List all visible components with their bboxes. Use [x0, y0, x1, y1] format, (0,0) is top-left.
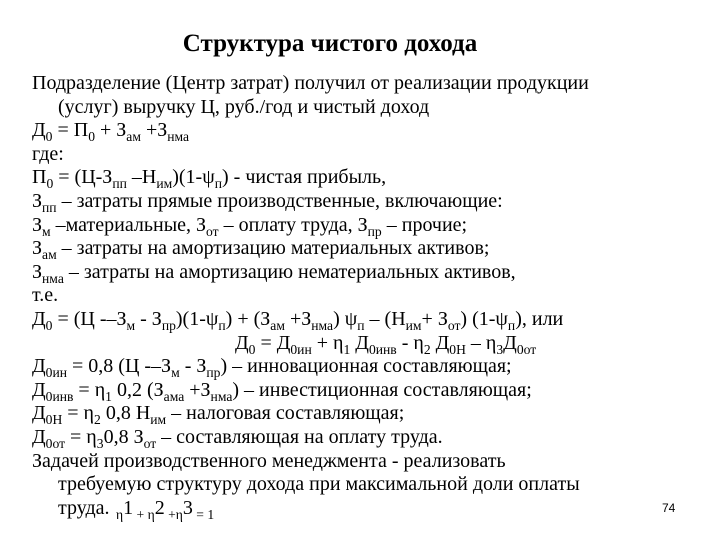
text-segment: Д	[32, 119, 46, 142]
subscript: пп	[112, 176, 127, 192]
subscript: п	[507, 317, 516, 333]
subscript: им	[156, 176, 173, 192]
subscript: 0от	[45, 435, 66, 451]
text-segment: ) – инвестиционная составляющая;	[232, 378, 532, 401]
formula-line	[32, 402, 708, 426]
text-line	[32, 473, 708, 497]
formula-line	[32, 332, 708, 356]
text-segment: 2	[154, 496, 165, 519]
text-segment: т.е.	[32, 284, 59, 307]
text-segment: Д	[350, 331, 369, 354]
text-segment: 0,8 З	[103, 425, 144, 448]
formula-line	[32, 166, 708, 190]
subscript: +η	[164, 506, 183, 522]
definition-line	[32, 261, 708, 285]
text-segment: П	[32, 166, 47, 189]
text-segment: Д	[32, 307, 46, 330]
subscript: η	[116, 506, 124, 522]
subscript: 0	[88, 128, 95, 144]
subscript: от	[206, 223, 219, 239]
definition-line	[32, 237, 708, 261]
page-number: 74	[662, 501, 676, 515]
text-segment: – η	[465, 331, 497, 354]
text-segment: = Д	[255, 331, 291, 354]
text-segment: ) – инновационная составляющая;	[220, 355, 512, 378]
text-segment: +З	[184, 378, 211, 401]
subscript: ам	[270, 317, 285, 333]
text-segment: + З	[94, 119, 127, 142]
text-line	[32, 450, 708, 474]
text-segment: ) ψ	[333, 307, 358, 330]
text-segment: труда.	[58, 496, 110, 519]
text-segment: = η	[65, 425, 97, 448]
formula-line	[32, 497, 708, 521]
subscript: 3	[96, 435, 104, 451]
text-segment: – прочие;	[381, 213, 468, 236]
text-segment: 0,2 (З	[111, 378, 164, 401]
text-segment: +З	[140, 119, 168, 142]
text-segment: )(1-ψ	[175, 307, 219, 330]
formula-line	[32, 119, 708, 143]
formula-line	[32, 355, 708, 379]
subscript: 0инв	[368, 341, 397, 357]
subscript: пр	[367, 223, 382, 239]
text-segment: – затраты прямые производственные, включающие:	[56, 189, 503, 212]
text-segment: - З	[179, 355, 207, 378]
subscript: 0	[248, 341, 256, 357]
subscript: нма	[311, 317, 334, 333]
subscript: + η	[133, 506, 155, 522]
text-segment: 1	[123, 496, 134, 519]
text-segment: – составляющая на оплату труда.	[156, 425, 443, 448]
text-segment: – налоговая составляющая;	[166, 402, 405, 425]
subscript: ам	[42, 246, 57, 262]
text-segment: Задачей производственного менеджмента - реализовать	[32, 449, 506, 472]
subscript: 3	[496, 341, 504, 357]
subscript: ам	[126, 128, 141, 144]
text-segment: = (Ц-З	[53, 166, 113, 189]
text-segment: = η	[73, 378, 106, 401]
subscript: 1	[105, 388, 112, 404]
text-segment: ) (1-ψ	[460, 307, 508, 330]
subscript: 0Н	[449, 341, 466, 357]
text-segment: ) - чистая прибыль,	[222, 166, 387, 189]
text-segment: – затраты на амортизацию материальных активов;	[56, 237, 490, 260]
subscript: м	[126, 317, 136, 333]
subscript: нма	[210, 388, 233, 404]
text-segment: + З	[421, 307, 448, 330]
definition-line	[32, 190, 708, 214]
text-segment: З	[32, 189, 43, 212]
subscript: 0	[46, 176, 54, 192]
text-segment: Д	[32, 402, 46, 425]
text-segment: Д	[235, 331, 249, 354]
subscript: = 1	[192, 506, 215, 522]
text-segment: = (Ц -–З	[52, 307, 127, 330]
text-segment: –материальные, З	[50, 213, 207, 236]
text-segment: Д	[503, 331, 517, 354]
subscript: 0	[45, 128, 53, 144]
text-segment: +З	[284, 307, 312, 330]
subscript: п	[357, 317, 365, 333]
text-segment: 0,8 Н	[100, 402, 151, 425]
text-segment: – затраты на амортизацию нематериальных активов,	[63, 260, 516, 283]
subscript: 2	[423, 341, 431, 357]
text-segment: = 0,8 (Ц -–З	[67, 355, 172, 378]
text-segment: = П	[52, 119, 89, 142]
subscript: ама	[163, 388, 185, 404]
subscript: пп	[42, 199, 57, 215]
subscript: 2	[94, 412, 101, 428]
text-segment: - η	[396, 331, 424, 354]
subscript: им	[150, 412, 167, 428]
text-line	[32, 143, 708, 167]
subscript: нма	[42, 270, 64, 286]
text-segment: – оплату труда, З	[218, 213, 368, 236]
text-segment: – (Н	[364, 307, 406, 330]
subscript: п	[218, 317, 226, 333]
text-segment: 3	[182, 496, 193, 519]
subscript: 0ин	[45, 364, 68, 380]
subscript: нма	[167, 128, 190, 144]
subscript: 0ин	[290, 341, 312, 357]
text-segment: + η	[311, 331, 344, 354]
text-segment: Д	[430, 331, 450, 354]
subscript: 0от	[516, 341, 537, 357]
text-segment: –Н	[126, 166, 157, 189]
subscript: п	[214, 176, 222, 192]
text-segment: (услуг) выручку Ц, руб./год и чистый доход	[58, 95, 430, 118]
formula-line	[32, 379, 708, 403]
text-segment: Подразделение (Центр затрат) получил от реализации продукции	[32, 72, 589, 94]
slide-body	[32, 72, 708, 520]
text-segment: - З	[135, 307, 162, 330]
text-segment: Д	[32, 355, 46, 378]
text-segment: З	[32, 260, 43, 283]
subscript: им	[405, 317, 422, 333]
text-segment: ), или	[515, 307, 564, 330]
slide-title: Структура чистого дохода	[182, 30, 478, 57]
text-segment: )(1-ψ	[172, 166, 215, 189]
subscript: 0Н	[45, 412, 63, 428]
text-segment: где:	[32, 142, 64, 165]
text-segment: ) + (З	[225, 307, 271, 330]
text-segment: = η	[62, 402, 95, 425]
subscript: пр	[161, 317, 176, 333]
text-segment: З	[32, 213, 43, 236]
formula-line	[32, 426, 708, 450]
subscript: 1	[343, 341, 351, 357]
text-segment: З	[32, 237, 43, 260]
text-line	[32, 96, 708, 120]
text-segment: Д	[32, 425, 46, 448]
formula-line	[32, 308, 708, 332]
text-segment: требуемую структуру дохода при максимальной доли оплаты	[58, 473, 580, 496]
subscript: м	[171, 364, 180, 380]
text-segment: Д	[32, 378, 46, 401]
subscript: 0	[45, 317, 53, 333]
text-line	[32, 72, 708, 96]
subscript: 0инв	[45, 388, 74, 404]
definition-line	[32, 214, 708, 238]
subscript: м	[42, 223, 51, 239]
subscript: от	[447, 317, 461, 333]
text-line	[32, 284, 708, 308]
subscript: пр	[206, 364, 221, 380]
subscript: от	[143, 435, 157, 451]
